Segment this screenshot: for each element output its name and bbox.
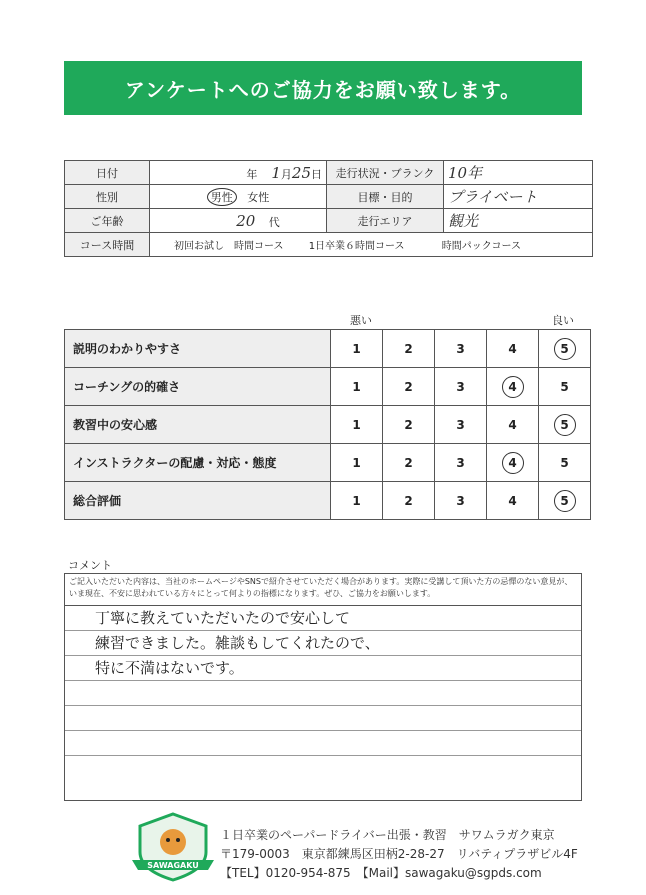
rating-option-2 [383, 368, 435, 406]
rating-option-3 [435, 330, 487, 368]
rating-option-5 [539, 330, 591, 368]
comment-line [65, 731, 581, 756]
rating-row [65, 482, 591, 520]
date-day-hand: 25 [291, 163, 311, 182]
rating-number: 1 [352, 455, 361, 470]
rating-number: 5 [560, 379, 569, 394]
comment-line: 丁寧に教えていただいたので安心して [65, 606, 581, 631]
driving-label: 走行状況・ブランク [327, 161, 444, 185]
survey-banner: アンケートへのご協力をお願い致します。 [64, 61, 582, 115]
rating-option-3 [435, 406, 487, 444]
rating-option-3 [435, 368, 487, 406]
rating-number: 3 [456, 341, 465, 356]
rating-number: 2 [404, 493, 413, 508]
course-options [150, 233, 593, 257]
rating-option-1 [331, 330, 383, 368]
rating-option-4 [487, 330, 539, 368]
rating-criterion: 説明のわかりやすさ [65, 330, 331, 368]
age-unit: 代 [268, 215, 280, 229]
rating-selected-circle: 5 [554, 490, 576, 512]
rating-number: 5 [560, 455, 569, 470]
rating-criterion: 総合評価 [65, 482, 331, 520]
comment-line [65, 681, 581, 706]
ratings-table [64, 329, 591, 520]
rating-number: 2 [404, 379, 413, 394]
rating-option-5 [539, 444, 591, 482]
area-value: 観光 [444, 209, 593, 233]
rating-option-4 [487, 482, 539, 520]
rating-option-1 [331, 482, 383, 520]
driving-value: 10年 [444, 161, 593, 185]
area-label: 走行エリア [327, 209, 444, 233]
rating-criterion: 教習中の安心感 [65, 406, 331, 444]
comment-note: ご記入いただいた内容は、当社のホームページやSNSで紹介させていただく場合があります。実際に受講して頂いた方の忌憚のない意見が、いま現在、不安に思われている方々にとって何よりの指標になります。ぜひ、ご協力をお願いします。 [65, 574, 581, 606]
date-label: 日付 [65, 161, 150, 185]
rating-criterion: コーチングの的確さ [65, 368, 331, 406]
age-hand: 20 [236, 211, 256, 230]
goal-label: 目標・目的 [327, 185, 444, 209]
rating-criterion: インストラクターの配慮・対応・態度 [65, 444, 331, 482]
rating-number: 1 [352, 341, 361, 356]
rating-number: 2 [404, 455, 413, 470]
course-option-3: 時間パックコース [441, 241, 522, 252]
rating-selected-circle: 5 [554, 338, 576, 360]
gender-label: 性別 [65, 185, 150, 209]
footer-address: 〒179-0003 東京都練馬区田柄2-28-27 リバティプラザビル4F [220, 847, 578, 861]
rating-option-2 [383, 330, 435, 368]
rating-option-2 [383, 406, 435, 444]
rating-option-3 [435, 482, 487, 520]
scale-bad-label: 悪い [350, 314, 372, 327]
info-table [64, 160, 593, 257]
rating-selected-circle: 4 [502, 452, 524, 474]
course-option-1: 初回お試し 時間コース [174, 241, 284, 252]
age-value [150, 209, 327, 233]
rating-option-1 [331, 406, 383, 444]
rating-option-4 [487, 368, 539, 406]
rating-option-3 [435, 444, 487, 482]
rating-option-5 [539, 368, 591, 406]
rating-number: 1 [352, 493, 361, 508]
comment-box [64, 573, 582, 801]
rating-number: 3 [456, 417, 465, 432]
rating-number: 3 [456, 379, 465, 394]
rating-number: 2 [404, 341, 413, 356]
rating-selected-circle: 5 [554, 414, 576, 436]
gender-value [150, 185, 327, 209]
gender-male-circled: 男性 [207, 188, 237, 206]
rating-option-5 [539, 482, 591, 520]
rating-option-4 [487, 444, 539, 482]
rating-number: 1 [352, 417, 361, 432]
rating-option-1 [331, 444, 383, 482]
goal-value: プライベート [444, 185, 593, 209]
date-year: 年 [246, 167, 258, 181]
deer-icon [160, 829, 186, 855]
rating-row [65, 406, 591, 444]
footer-contact: 【TEL】0120-954-875 【Mail】sawagaku@sgpds.com [220, 866, 542, 880]
date-value [150, 161, 327, 185]
rating-row [65, 368, 591, 406]
rating-number: 4 [508, 493, 517, 508]
footer-line-1: １日卒業のペーパードライバー出張・教習 サワムラガク東京 [220, 828, 555, 842]
rating-option-4 [487, 406, 539, 444]
comment-label: コメント [68, 559, 112, 572]
date-day: 日 [311, 167, 322, 181]
svg-text:SAWAGAKU: SAWAGAKU [147, 861, 199, 870]
comment-line: 特に不満はないです。 [65, 656, 581, 681]
rating-number: 1 [352, 379, 361, 394]
rating-option-2 [383, 482, 435, 520]
comment-line [65, 706, 581, 731]
age-label: ご年齢 [65, 209, 150, 233]
rating-row [65, 330, 591, 368]
rating-number: 4 [508, 341, 517, 356]
date-month: 月 [280, 167, 292, 181]
rating-number: 3 [456, 493, 465, 508]
scale-good-label: 良い [552, 314, 574, 327]
rating-number: 2 [404, 417, 413, 432]
rating-option-2 [383, 444, 435, 482]
course-option-2: 1日卒業６時間コース [308, 241, 405, 252]
date-month-hand: 1 [271, 163, 281, 182]
rating-number: 4 [508, 417, 517, 432]
rating-selected-circle: 4 [502, 376, 524, 398]
rating-number: 3 [456, 455, 465, 470]
course-label: コース時間 [65, 233, 150, 257]
comment-line [65, 756, 581, 781]
comment-line: 練習できました。雑談もしてくれたので、 [65, 631, 581, 656]
rating-option-1 [331, 368, 383, 406]
sawagaku-logo [130, 808, 216, 884]
gender-female: 女性 [247, 190, 270, 204]
rating-option-5 [539, 406, 591, 444]
rating-row [65, 444, 591, 482]
